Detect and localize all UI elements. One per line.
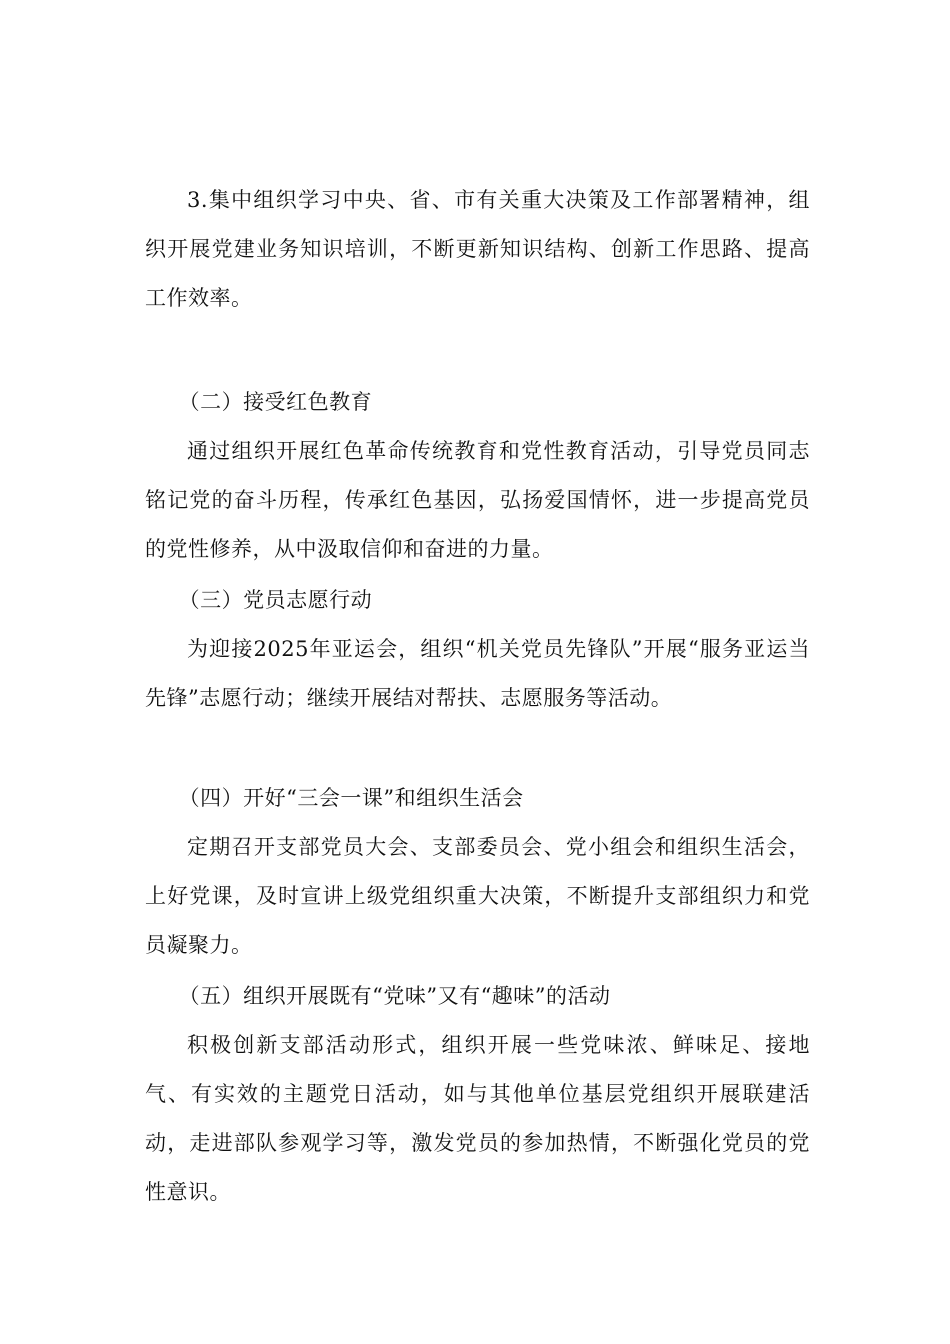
section-heading-2: （二）接受红色教育 [178, 390, 373, 414]
section-body-2: 通过组织开展红色革命传统教育和党性教育活动，引导党员同志铭记党的奋斗历程，传承红色基因，弘扬爱国情怀，进一步提高党员的党性修养，从中汲取信仰和奋进的力量。 [145, 439, 810, 561]
section-heading-3: （三）党员志愿行动 [178, 588, 373, 612]
section-body-3: 为迎接2025年亚运会，组织“机关党员先锋队”开展“服务亚运当先锋”志愿行动；继续开展结对帮扶、志愿服务等活动。 [145, 637, 810, 710]
section-heading-4: （四）开好“三会一课”和组织生活会 [178, 786, 524, 810]
section-body-4: 定期召开支部党员大会、支部委员会、党小组会和组织生活会，上好党课，及时宣讲上级党组织重大决策，不断提升支部组织力和党员凝聚力。 [145, 835, 810, 957]
paragraph-item-3: 3.集中组织学习中央、省、市有关重大决策及工作部署精神，组织开展党建业务知识培训，不断更新知识结构、创新工作思路、提高工作效率。 [145, 188, 810, 310]
section-heading-5: （五）组织开展既有“党味”又有“趣味”的活动 [178, 984, 611, 1008]
section-body-5: 积极创新支部活动形式，组织开展一些党味浓、鲜味足、接地气、有实效的主题党日活动，如与其他单位基层党组织开展联建活动，走进部队参观学习等，激发党员的参加热情，不断强化党员的党性意识。 [145, 1033, 810, 1204]
